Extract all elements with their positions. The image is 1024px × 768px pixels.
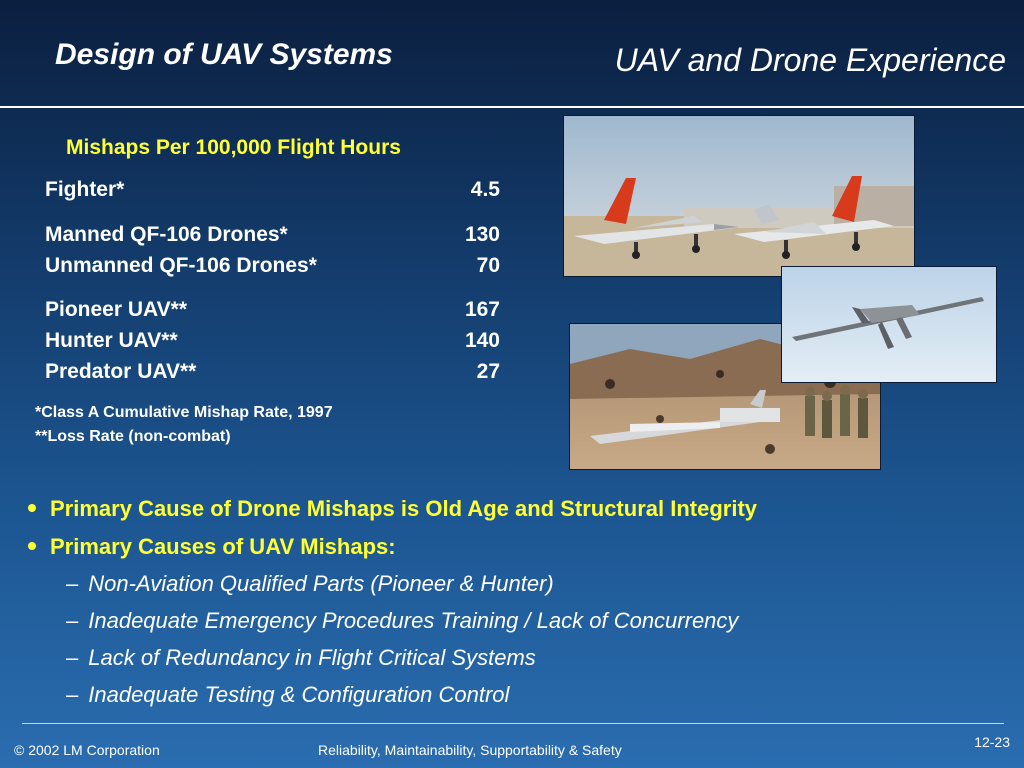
dash-icon: – bbox=[66, 571, 79, 596]
slide-title: Design of UAV Systems bbox=[55, 38, 393, 71]
sub-bullet-text: Inadequate Emergency Procedures Training / Lack of Concurrency bbox=[88, 608, 739, 633]
footer-copyright: © 2002 LM Corporation bbox=[14, 742, 160, 758]
sub-bullet-text: Lack of Redundancy in Flight Critical Systems bbox=[88, 645, 536, 670]
mishap-row-hunter bbox=[45, 329, 500, 359]
mishap-row-value: 70 bbox=[476, 254, 500, 277]
sub-bullet-redundancy bbox=[66, 645, 536, 671]
dash-icon: – bbox=[66, 645, 79, 670]
mishap-row-unmanned-qf106 bbox=[45, 254, 500, 284]
page-number: 12-23 bbox=[974, 734, 1010, 750]
bullet-text: Primary Cause of Drone Mishaps is Old Age and Structural Integrity bbox=[50, 496, 758, 521]
sub-bullet-training bbox=[66, 608, 738, 634]
mishap-row-value: 167 bbox=[464, 298, 500, 321]
mishap-row-label: Predator UAV** bbox=[45, 360, 197, 383]
mishap-row-manned-qf106 bbox=[45, 223, 500, 253]
mishap-row-label: Fighter* bbox=[45, 178, 125, 201]
mishap-row-value: 27 bbox=[476, 360, 500, 383]
mishap-table-title: Mishaps Per 100,000 Flight Hours bbox=[66, 136, 401, 159]
footnote-loss-rate: **Loss Rate (non-combat) bbox=[35, 428, 231, 445]
dash-icon: – bbox=[66, 682, 79, 707]
footer-center-text: Reliability, Maintainability, Supportability & Safety bbox=[318, 742, 622, 758]
predator-uav-photo bbox=[781, 266, 997, 383]
qf106-drones-photo bbox=[563, 115, 915, 277]
mishap-row-value: 4.5 bbox=[470, 178, 500, 201]
bullet-uav-mishap-causes bbox=[28, 534, 396, 560]
bullet-text: Primary Causes of UAV Mishaps: bbox=[50, 534, 396, 559]
footnote-class-a: *Class A Cumulative Mishap Rate, 1997 bbox=[35, 404, 333, 421]
mishap-row-fighter bbox=[45, 178, 500, 208]
sub-bullet-text: Inadequate Testing & Configuration Control bbox=[88, 682, 510, 707]
bullet-dot-icon bbox=[28, 542, 36, 550]
mishap-row-label: Manned QF-106 Drones* bbox=[45, 223, 288, 246]
footer-divider bbox=[22, 723, 1004, 724]
mishap-row-value: 140 bbox=[464, 329, 500, 352]
header-divider bbox=[0, 106, 1024, 108]
bullet-drone-mishap-cause bbox=[28, 496, 757, 522]
bullet-dot-icon bbox=[28, 504, 36, 512]
sub-bullet-text: Non-Aviation Qualified Parts (Pioneer & Hunter) bbox=[88, 571, 554, 596]
mishap-row-label: Hunter UAV** bbox=[45, 329, 178, 352]
mishap-row-value: 130 bbox=[464, 223, 500, 246]
mishap-row-pioneer bbox=[45, 298, 500, 328]
sub-bullet-parts bbox=[66, 571, 554, 597]
mishap-row-predator bbox=[45, 360, 500, 390]
slide-subtitle: UAV and Drone Experience bbox=[614, 42, 1006, 78]
mishap-row-label: Unmanned QF-106 Drones* bbox=[45, 254, 317, 277]
sub-bullet-testing bbox=[66, 682, 509, 708]
mishap-row-label: Pioneer UAV** bbox=[45, 298, 187, 321]
dash-icon: – bbox=[66, 608, 79, 633]
